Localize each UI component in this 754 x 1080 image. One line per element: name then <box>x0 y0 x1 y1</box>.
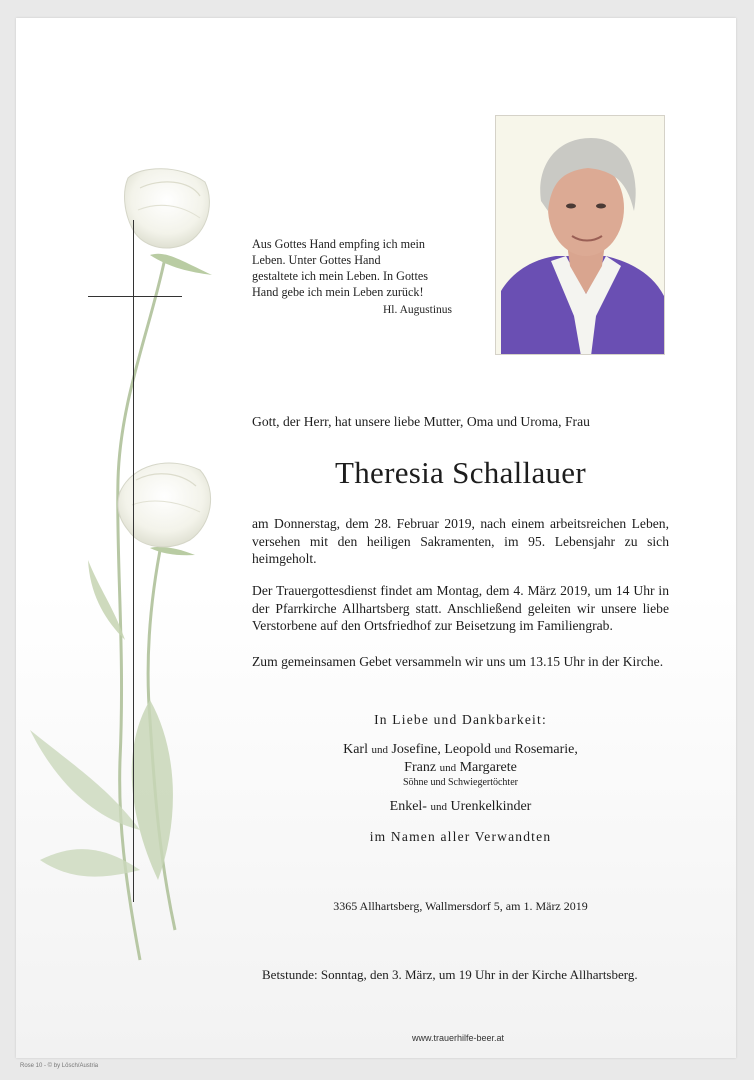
quote-author: Hl. Augustinus <box>382 304 452 316</box>
copyright-footer: Rose 10 - © by Lösch/Austria <box>20 1063 99 1069</box>
quote-line: Aus Gottes Hand empfing ich mein <box>252 237 425 251</box>
family-role-caption: Söhne und Schwiegertöchter <box>403 777 518 788</box>
bible-quote <box>252 236 452 318</box>
cross-vertical-line <box>133 220 134 902</box>
website-link[interactable]: www.trauerhilfe-beer.at <box>412 1033 505 1043</box>
love-heading: In Liebe und Dankbarkeit: <box>374 712 547 727</box>
family-line-grandchildren: Enkel- und Urenkelkinder <box>389 799 532 814</box>
family-line-sons: Karl und Josefine, Leopold und Rosemarie, <box>343 742 578 757</box>
cross-horizontal-line <box>88 296 182 297</box>
portrait-photo <box>495 115 665 355</box>
prayer-hour: Betstunde: Sonntag, den 3. März, um 19 Uhr in der Kirche Allhartsberg. <box>262 967 638 982</box>
quote-line: Leben. Unter Gottes Hand <box>252 253 381 267</box>
quote-line: Hand gebe ich mein Leben zurück! <box>252 285 424 299</box>
family-line-franz: Franz und Margarete <box>404 760 517 775</box>
place-date: 3365 Allhartsberg, Wallmersdorf 5, am 1. März 2019 <box>333 899 588 913</box>
death-paragraph: am Donnerstag, dem 28. Februar 2019, nach einem arbeitsreichen Leben, versehen mit den heiligen Sakramenten, im 95. Lebensjahr zu sich heimgeholt. <box>252 516 669 566</box>
intro-text: Gott, der Herr, hat unsere liebe Mutter, Oma und Uroma, Frau <box>252 414 590 429</box>
prayer-paragraph: Zum gemeinsamen Gebet versammeln wir uns um 13.15 Uhr in der Kirche. <box>252 654 664 669</box>
relatives-line: im Namen aller Verwandten <box>369 829 552 844</box>
deceased-name: Theresia Schallauer <box>335 455 586 490</box>
funeral-paragraph: Der Trauergottesdienst findet am Montag, dem 4. März 2019, um 14 Uhr in der Pfarrkirche Allhartsberg statt. Anschließend geleiten wir unsere liebe Verstorbene auf den Ortsfriedhof zur Beisetzung im Familiengrab. <box>252 583 669 633</box>
quote-line: gestaltete ich mein Leben. In Gottes <box>252 269 428 283</box>
